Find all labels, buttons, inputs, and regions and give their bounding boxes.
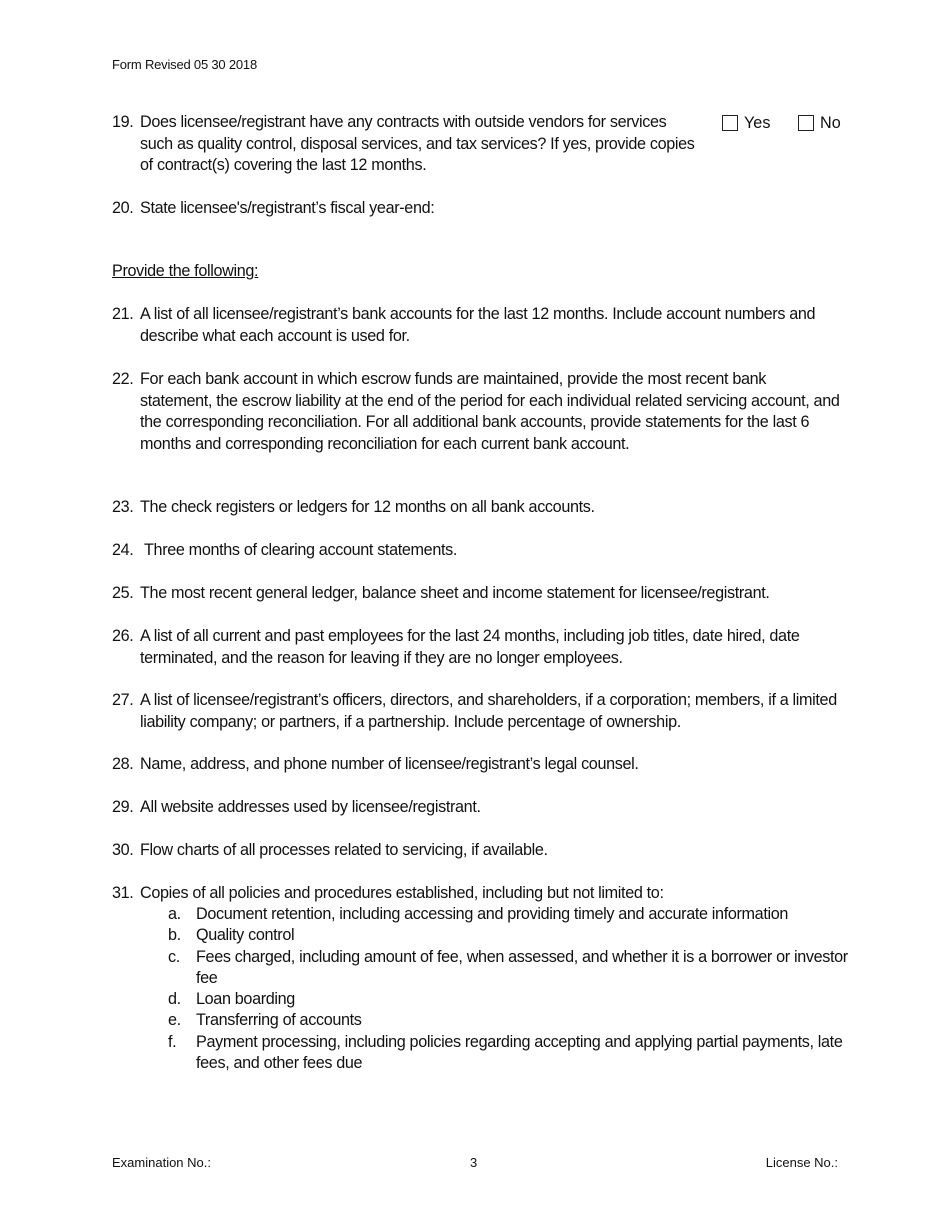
item-text: A list of all licensee/registrant’s bank accounts for the last 12 months. Include account numbers and describe what each account is used for. (140, 305, 816, 345)
item-text: For each bank account in which escrow funds are maintained, provide the most recent bank statement, the escrow liability at the end of the period for each individual related servicing account, and the corresponding reconciliation. For all additional bank accounts, provide statements for the last 6 months and corresponding reconciliation for each current bank account. (140, 370, 840, 453)
item-text: Three months of clearing account statements. (144, 541, 458, 559)
item-number: 19. (112, 113, 134, 131)
yes-checkbox[interactable] (722, 115, 738, 131)
item-number: 21. (112, 305, 134, 323)
list-item (112, 904, 852, 925)
item-number: 28. (112, 755, 134, 773)
item-23 (112, 497, 842, 519)
list-item (112, 947, 852, 990)
item-number: 31. (112, 884, 134, 902)
section-heading: Provide the following: (112, 262, 259, 280)
item-text: Flow charts of all processes related to servicing, if available. (140, 841, 548, 859)
item-text: A list of all current and past employees for the last 24 months, including job titles, date hired, date terminated, and the reason for leaving if they are no longer employees. (140, 627, 800, 667)
item-25 (112, 583, 842, 605)
item-text: State licensee's/registrant’s fiscal year-end: (140, 199, 435, 217)
page-number: 3 (470, 1155, 478, 1170)
item-31 (112, 883, 842, 905)
no-option[interactable] (798, 114, 841, 132)
list-item (112, 1032, 852, 1075)
sub-item-letter: b. (168, 926, 181, 945)
item-text: The most recent general ledger, balance sheet and income statement for licensee/registrant. (140, 584, 770, 602)
sub-item-text: Fees charged, including amount of fee, when assessed, and whether it is a borrower or investor fee (196, 947, 848, 987)
item-number: 29. (112, 798, 134, 816)
sub-item-text: Loan boarding (196, 990, 295, 1009)
sub-item-letter: f. (168, 1032, 177, 1051)
item-26 (112, 626, 842, 669)
yes-label: Yes (744, 114, 771, 132)
item-text: Copies of all policies and procedures established, including but not limited to: (140, 884, 664, 902)
item-text: The check registers or ledgers for 12 months on all bank accounts. (140, 498, 595, 516)
yes-option[interactable] (722, 114, 770, 132)
item-number: 27. (112, 691, 134, 709)
sub-item-text: Transferring of accounts (196, 1011, 362, 1030)
item-number: 22. (112, 370, 134, 388)
examination-number-label: Examination No.: (112, 1155, 211, 1170)
sub-item-text: Quality control (196, 926, 295, 945)
item-number: 30. (112, 841, 134, 859)
list-item (112, 925, 852, 946)
item-number: 24. (112, 541, 134, 559)
form-revised-label: Form Revised 05 30 2018 (112, 57, 257, 72)
sub-item-letter: c. (168, 947, 180, 966)
item-27 (112, 690, 842, 733)
item-text: All website addresses used by licensee/registrant. (140, 798, 481, 816)
item-number: 23. (112, 498, 134, 516)
list-item (112, 1010, 852, 1031)
item-21 (112, 304, 842, 347)
license-number-label: License No.: (765, 1155, 838, 1170)
sub-item-text: Payment processing, including policies regarding accepting and applying partial payments, late fees, and other fees due (196, 1032, 843, 1073)
no-label: No (820, 114, 841, 132)
sub-item-letter: a. (168, 905, 181, 923)
policy-sublist (112, 904, 852, 1074)
item-24 (112, 540, 842, 562)
item-text: A list of licensee/registrant’s officers, directors, and shareholders, if a corporation; members, if a limited liability company; or partners, if a partnership. Include percentage of ownership. (140, 691, 837, 731)
question-20 (112, 198, 842, 220)
item-29 (112, 797, 842, 819)
item-number: 20. (112, 199, 134, 217)
item-text: Name, address, and phone number of licensee/registrant’s legal counsel. (140, 755, 639, 773)
list-item (112, 989, 852, 1010)
item-number: 26. (112, 627, 134, 645)
yes-no-options (722, 114, 841, 132)
sub-item-text: Document retention, including accessing and providing timely and accurate information (196, 905, 789, 923)
item-30 (112, 840, 842, 862)
no-checkbox[interactable] (798, 115, 814, 131)
sub-item-letter: e. (168, 1011, 181, 1030)
item-22 (112, 369, 842, 455)
item-28 (112, 754, 842, 776)
item-number: 25. (112, 584, 134, 602)
sub-item-letter: d. (168, 990, 181, 1009)
item-text: Does licensee/registrant have any contracts with outside vendors for services such as quality control, disposal services, and tax services? If yes, provide copies of contract(s) covering the last 12 months. (140, 113, 695, 174)
